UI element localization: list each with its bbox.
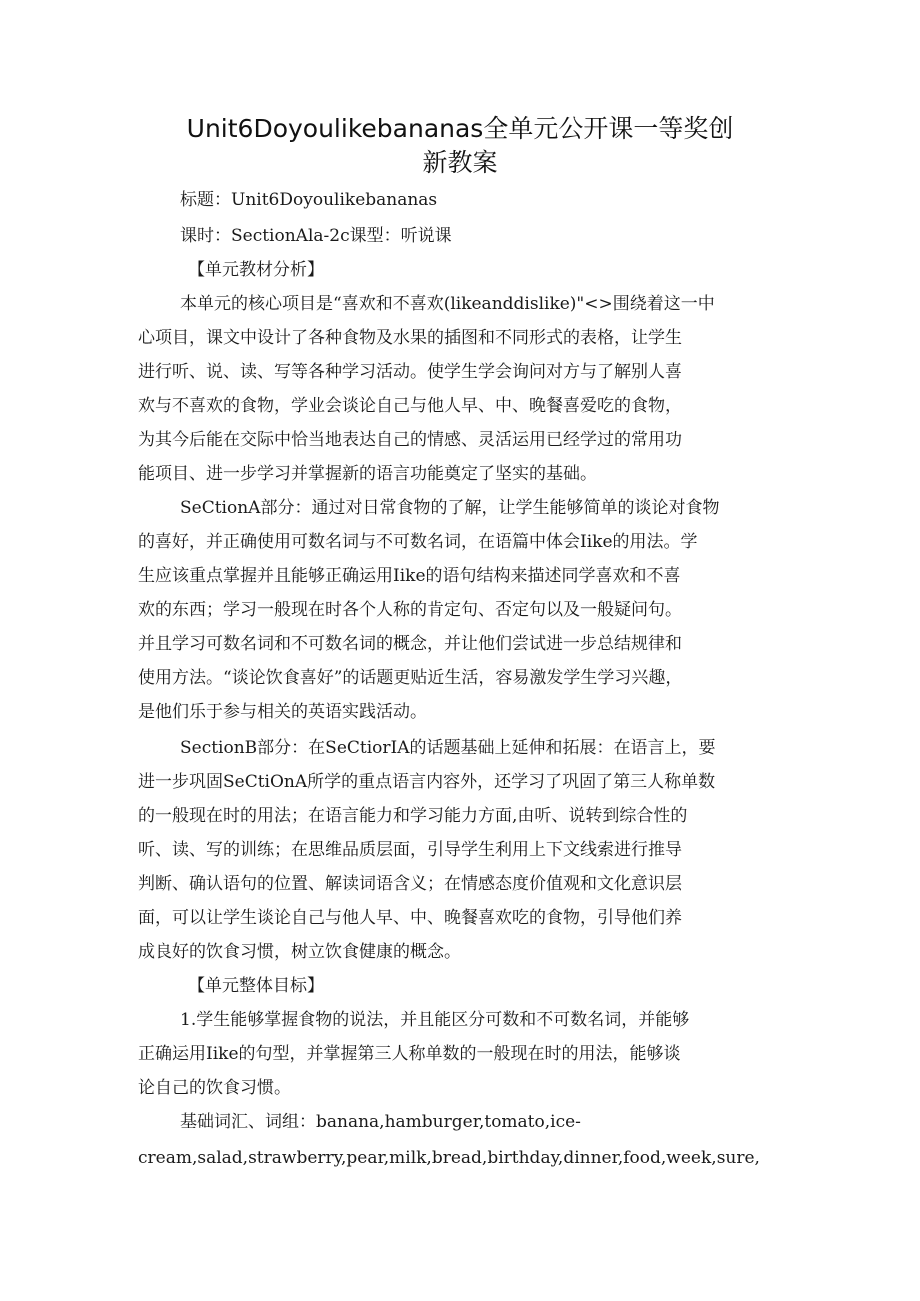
header-lesson-info: 课时：SectionAla-2c课型：听说课	[180, 226, 452, 246]
paragraph-line: 论自己的饮食习惯。	[138, 1078, 291, 1098]
paragraph-line: 欢与不喜欢的食物，学业会谈论自己与他人早、中、晚餐喜爱吃的食物，	[138, 396, 682, 416]
paragraph-line: 成良好的饮食习惯，树立饮食健康的概念。	[138, 942, 461, 962]
paragraph-line: 生应该重点掌握并且能够正确运用Iike的语句结构来描述同学喜欢和不喜	[138, 566, 681, 586]
paragraph-line: 并且学习可数名词和不可数名词的概念，并让他们尝试进一步总结规律和	[138, 634, 682, 654]
paragraph-line: 为其今后能在交际中恰当地表达自己的情感、灵活运用已经学过的常用功	[138, 430, 682, 450]
vocabulary-line: 基础词汇、词组：banana,hamburger,tomato,ice-	[180, 1112, 581, 1132]
paragraph-line: 心项目，课文中设计了各种食物及水果的插图和不同形式的表格，让学生	[138, 328, 682, 348]
paragraph-line: 进行听、说、读、写等各种学习活动。使学生学会询问对方与了解别人喜	[138, 362, 682, 382]
paragraph-line: SectionB部分：在SeCtiorIA的话题基础上延伸和拓展：在语言上，要	[180, 738, 716, 758]
paragraph-line: 能项目、进一步学习并掌握新的语言功能奠定了坚实的基础。	[138, 464, 597, 484]
document-title-line-1: Unit6Doyoulikebananas全单元公开课一等奖创	[186, 114, 734, 143]
paragraph-line: 判断、确认语句的位置、解读词语含义；在情感态度价值观和文化意识层	[138, 874, 682, 894]
section-heading-analysis: 【单元教材分析】	[188, 260, 324, 280]
paragraph-line: 的一般现在时的用法；在语言能力和学习能力方面,由听、说转到综合性的	[138, 806, 688, 826]
paragraph-line: 本单元的核心项目是“喜欢和不喜欢(likeanddislike)"<>围绕着这一中	[180, 294, 715, 314]
paragraph-line: 进一步巩固SeCtiOnA所学的重点语言内容外，还学习了巩固了第三人称单数	[138, 772, 716, 792]
paragraph-line: 使用方法。“谈论饮食喜好”的话题更贴近生活，容易激发学生学习兴趣，	[138, 668, 683, 688]
document-title-line-2: 新教案	[422, 148, 498, 177]
section-heading-goals: 【单元整体目标】	[188, 976, 324, 996]
paragraph-line: 的喜好，并正确使用可数名词与不可数名词，在语篇中体会Iike的用法。学	[138, 532, 698, 552]
paragraph-line: 是他们乐于参与相关的英语实践活动。	[138, 702, 427, 722]
paragraph-line: 面，可以让学生谈论自己与他人早、中、晚餐喜欢吃的食物，引导他们养	[138, 908, 682, 928]
paragraph-line: SeCtionA部分：通过对日常食物的了解，让学生能够简单的谈论对食物	[180, 498, 720, 518]
vocabulary-line: cream,salad,strawberry,pear,milk,bread,birthday,dinner,food,week,sure,	[138, 1148, 760, 1168]
paragraph-line: 听、读、写的训练；在思维品质层面，引导学生利用上下文线索进行推导	[138, 840, 682, 860]
paragraph-line: 1.学生能够掌握食物的说法，并且能区分可数和不可数名词，并能够	[180, 1010, 690, 1030]
paragraph-line: 正确运用Iike的句型，并掌握第三人称单数的一般现在时的用法，能够谈	[138, 1044, 681, 1064]
header-title: 标题：Unit6Doyoulikebananas	[180, 190, 438, 210]
paragraph-line: 欢的东西；学习一般现在时各个人称的肯定句、否定句以及一般疑问句。	[138, 600, 682, 620]
